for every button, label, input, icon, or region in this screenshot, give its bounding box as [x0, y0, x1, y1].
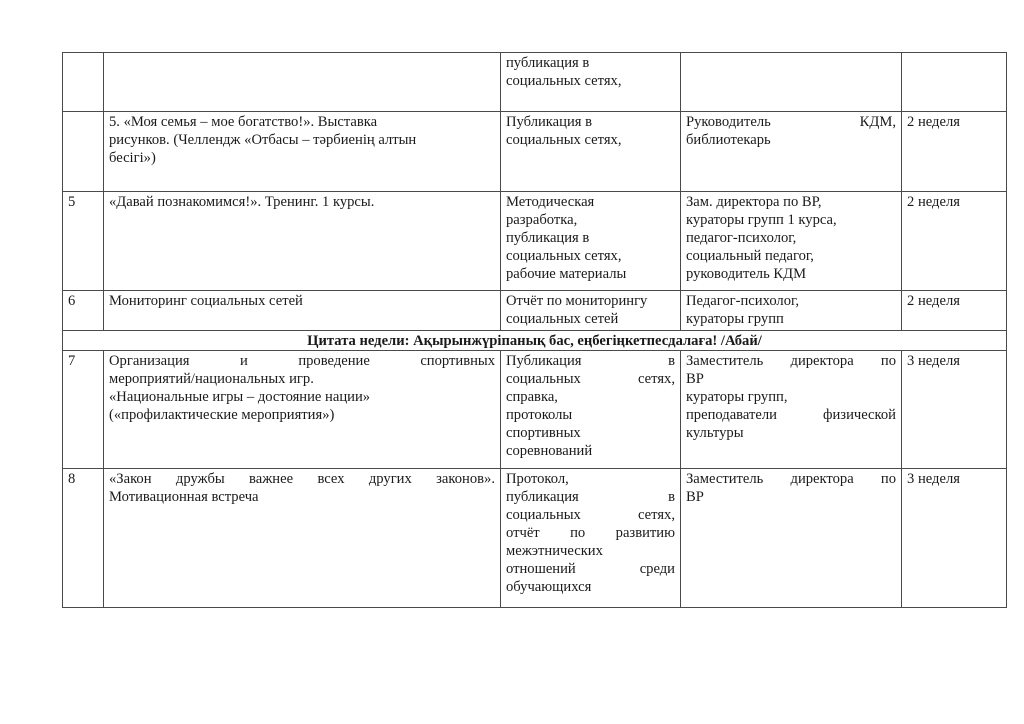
cell-line: Отчёт по мониторингу	[506, 293, 648, 309]
cell-line: Протокол,	[506, 471, 569, 487]
cell-line: социальных сетях,	[506, 507, 675, 523]
row-number: 8	[63, 469, 104, 608]
deadline	[902, 53, 1007, 112]
table-row	[63, 351, 1007, 469]
cell-line: социальных сетях,	[506, 132, 622, 148]
cell-line: «Национальные игры – достояние нации»	[109, 389, 371, 405]
cell-line: кураторы групп	[686, 311, 784, 327]
cell-line: социальных сетях,	[506, 73, 622, 89]
deadline: 2 неделя	[902, 192, 1007, 291]
quote-section	[63, 331, 1007, 351]
cell-line: справка,	[506, 389, 558, 405]
cell-line: Зам. директора по ВР,	[686, 194, 822, 210]
cell-line: Методическая	[506, 194, 595, 210]
table-row	[63, 469, 1007, 608]
cell-line: протоколы	[506, 407, 573, 423]
cell-line: кураторы групп,	[686, 389, 788, 405]
event-name	[104, 192, 501, 291]
cell-line: соревнований	[506, 443, 593, 459]
cell-line: публикация в	[506, 489, 675, 505]
table-row	[63, 291, 1007, 331]
cell-line: Заместитель директора по	[686, 471, 896, 487]
cell-line: руководитель КДМ	[686, 266, 807, 282]
event-name	[104, 351, 501, 469]
cell-line: ВР	[686, 371, 704, 387]
event-name	[104, 469, 501, 608]
cell-line: отчёт по развитию	[506, 525, 675, 541]
cell-line: Заместитель директора по	[686, 353, 896, 369]
cell-line: Мотивационная встреча	[109, 489, 259, 505]
cell-line: Руководитель КДМ,	[686, 114, 896, 130]
cell-line: рабочие материалы	[506, 266, 627, 282]
row-number	[63, 53, 104, 112]
cell-line: 5. «Моя семья – мое богатство!». Выставка	[109, 114, 378, 130]
cell-line: рисунков. (Челлендж «Отбасы – тәрбиенің алтын	[109, 132, 417, 148]
responsible	[681, 291, 902, 331]
cell-line: спортивных	[506, 425, 581, 441]
cell-line: социальных сетях,	[506, 371, 675, 387]
cell-line: Публикация в	[506, 114, 593, 130]
cell-line: педагог-психолог,	[686, 230, 797, 246]
cell-line: бесігі»)	[109, 150, 156, 166]
responsible	[681, 53, 902, 112]
cell-line: («профилактические мероприятия»)	[109, 407, 335, 423]
cell-line: Мониторинг социальных сетей	[109, 293, 303, 309]
quote-of-week: Цитата недели: Ақырынжүріпанық бас, еңбегіңкетпесдалаға! /Абай/	[63, 331, 1007, 351]
cell-line: «Закон дружбы важнее всех других законов».	[109, 471, 495, 487]
responsible	[681, 112, 902, 192]
cell-line: мероприятий/национальных игр.	[109, 371, 314, 387]
row-number: 6	[63, 291, 104, 331]
cell-line: публикация в	[506, 230, 590, 246]
cell-line: разработка,	[506, 212, 578, 228]
table-body-before-quote	[63, 53, 1007, 331]
cell-line: социальный педагог,	[686, 248, 814, 264]
event-plan-table	[62, 52, 1007, 608]
completion-form	[501, 112, 681, 192]
deadline: 3 неделя	[902, 351, 1007, 469]
cell-line: библиотекарь	[686, 132, 771, 148]
cell-line: социальных сетях,	[506, 248, 622, 264]
deadline: 2 неделя	[902, 112, 1007, 192]
cell-line: «Давай познакомимся!». Тренинг. 1 курсы.	[109, 194, 375, 210]
cell-line: публикация в	[506, 55, 590, 71]
cell-line: Педагог-психолог,	[686, 293, 800, 309]
table-row	[63, 112, 1007, 192]
cell-line: культуры	[686, 425, 744, 441]
event-name	[104, 53, 501, 112]
completion-form	[501, 192, 681, 291]
deadline: 3 неделя	[902, 469, 1007, 608]
completion-form	[501, 351, 681, 469]
cell-line: ВР	[686, 489, 704, 505]
row-number: 5	[63, 192, 104, 291]
cell-line: Организация и проведение спортивных	[109, 353, 495, 369]
cell-line: обучающихся	[506, 579, 592, 595]
table-row	[63, 192, 1007, 291]
event-name	[104, 112, 501, 192]
table-body-after-quote	[63, 351, 1007, 608]
cell-line: кураторы групп 1 курса,	[686, 212, 837, 228]
deadline: 2 неделя	[902, 291, 1007, 331]
cell-line: социальных сетей	[506, 311, 619, 327]
responsible	[681, 192, 902, 291]
completion-form	[501, 291, 681, 331]
cell-line: преподаватели физической	[686, 407, 896, 423]
cell-line: Публикация в	[506, 353, 675, 369]
row-number	[63, 112, 104, 192]
cell-line: отношений среди	[506, 561, 675, 577]
quote-row	[63, 331, 1007, 351]
table-row	[63, 53, 1007, 112]
responsible	[681, 469, 902, 608]
cell-line: межэтнических	[506, 543, 603, 559]
completion-form	[501, 469, 681, 608]
row-number: 7	[63, 351, 104, 469]
completion-form	[501, 53, 681, 112]
event-name	[104, 291, 501, 331]
responsible	[681, 351, 902, 469]
